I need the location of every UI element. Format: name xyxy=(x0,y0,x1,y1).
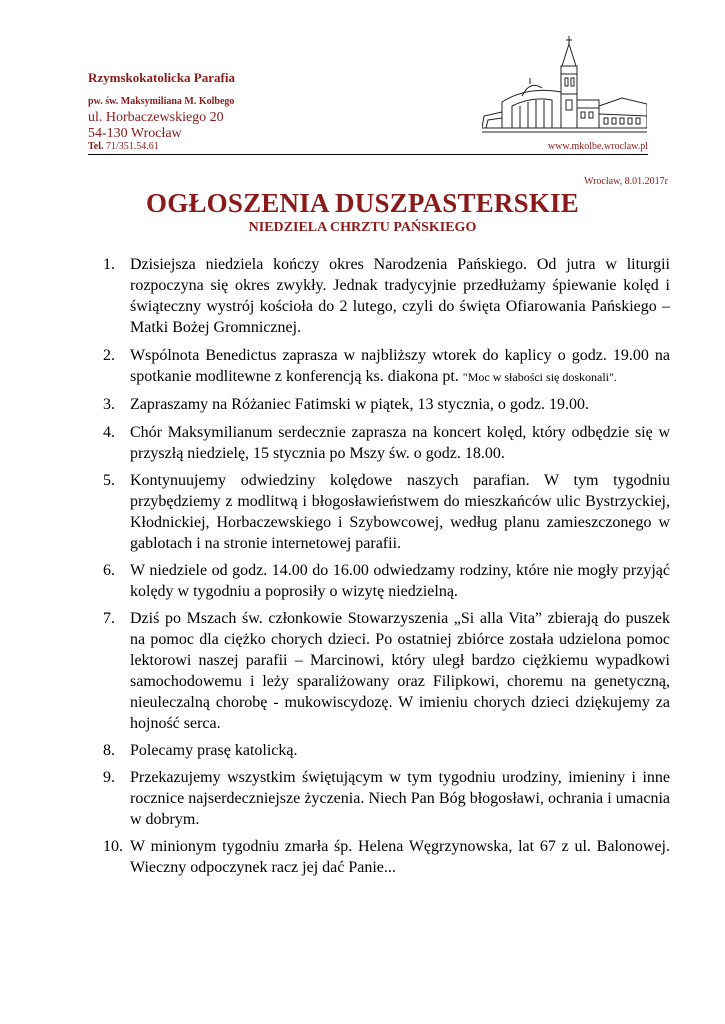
item-number: 3. xyxy=(103,396,115,413)
phone-label: Tel. xyxy=(88,141,104,152)
announcement-item xyxy=(103,422,670,464)
item-text: Polecamy prasę katolicką. xyxy=(130,742,298,759)
item-number: 9. xyxy=(103,769,115,786)
item-number: 8. xyxy=(103,742,115,759)
announcement-item xyxy=(103,608,670,734)
parish-phone xyxy=(88,141,159,152)
announcements-list xyxy=(103,254,670,884)
item-text: Kontynuujemy odwiedziny kolędowe naszych parafian. W tym tygodniu przybędziemy z modlitwą i błogosławieństwem do mieszkańców ulic Bystrzyckiej, Kłodnickiej, Horbaczewskiego i Szybowcowej, według planu zamieszczonego w gablotach i na stronie internetowej parafii. xyxy=(130,472,670,552)
announcement-date: Wrocław, 8.01.2017r xyxy=(584,176,668,187)
item-text: Wspólnota Benedictus zaprasza w najbliższy wtorek do kaplicy o godz. 19.00 na spotkanie modlitewne z konferencją ks. diakona pt. xyxy=(130,347,670,385)
announcement-item xyxy=(103,767,670,830)
item-text: Dzisiejsza niedziela kończy okres Narodzenia Pańskiego. Od jutra w liturgii rozpoczyna się okres zwykły. Jednak tradycyjnie przedłużamy śpiewanie kolęd i świąteczny wystrój kościoła do 2 lutego, czyli do święta Ofiarowania Pańskiego – Matki Bożej Gromnicznej. xyxy=(130,256,670,336)
phone-number: 71/351.54.61 xyxy=(105,141,159,152)
item-number: 10. xyxy=(103,838,123,855)
item-number: 4. xyxy=(103,424,115,441)
item-number: 6. xyxy=(103,562,115,579)
parish-patron: pw. św. Maksymiliana M. Kolbego xyxy=(88,96,235,107)
announcement-item xyxy=(103,560,670,602)
item-text: Dziś po Mszach św. członkowie Stowarzyszenia „Si alla Vita” zbierają do puszek na pomoc dla ciężko chorych dzieci. Po ostatniej zbiórce została udzielona pomoc lektorowi naszej parafii – Marcinowi, który uległ bardzo ciężkiemu wypadkowi samochodowemu i leży sparaliżowany oraz Filipkowi, choremu na genetyczną, nieuleczalną chorobę - mukowiscydozę. W imieniu chorych dzieci dziękujemy za hojność serca. xyxy=(130,610,670,732)
parish-website: www.mkolbe.wroclaw.pl xyxy=(547,141,648,152)
parish-name: Rzymskokatolicka Parafia xyxy=(88,70,235,85)
item-text: W niedziele od godz. 14.00 do 16.00 odwiedzamy rodziny, które nie mogły przyjąć kolędy w tygodniu a poprosiły o wizytę niedzielną. xyxy=(130,562,670,600)
page-subtitle: NIEDZIELA CHRZTU PAŃSKIEGO xyxy=(248,220,477,235)
item-number: 2. xyxy=(103,347,115,364)
page-title: OGŁOSZENIA DUSZPASTERSKIE xyxy=(146,188,579,218)
parish-city: 54-130 Wrocław xyxy=(88,126,182,141)
announcement-item xyxy=(103,740,670,761)
church-drawing-icon xyxy=(482,36,647,133)
item-number: 1. xyxy=(103,256,115,273)
announcement-item xyxy=(103,470,670,554)
item-quote: "Moc w słabości się doskonali". xyxy=(462,370,617,384)
item-text: Przekazujemy wszystkim świętującym w tym tygodniu urodziny, imieniny i inne rocznice najserdeczniejsze życzenia. Niech Pan Bóg błogosławi, ochrania i umacnia w dobrym. xyxy=(130,769,670,828)
item-number: 5. xyxy=(103,472,115,489)
header-divider xyxy=(88,154,648,155)
announcement-item xyxy=(103,254,670,338)
parish-street: ul. Horbaczewskiego 20 xyxy=(88,110,224,125)
announcement-item xyxy=(103,836,670,878)
item-text: Zapraszamy na Różaniec Fatimski w piątek, 13 stycznia, o godz. 19.00. xyxy=(130,396,589,413)
announcement-item xyxy=(103,345,670,388)
item-number: 7. xyxy=(103,610,115,627)
item-text: Chór Maksymilianum serdecznie zaprasza na koncert kolęd, który odbędzie się w przyszłą niedzielę, 15 stycznia po Mszy św. o godz. 18.00. xyxy=(130,424,670,462)
item-text: W minionym tygodniu zmarła śp. Helena Węgrzynowska, lat 67 z ul. Balonowej. Wieczny odpoczynek racz jej dać Panie... xyxy=(130,838,670,876)
announcement-item xyxy=(103,394,670,415)
